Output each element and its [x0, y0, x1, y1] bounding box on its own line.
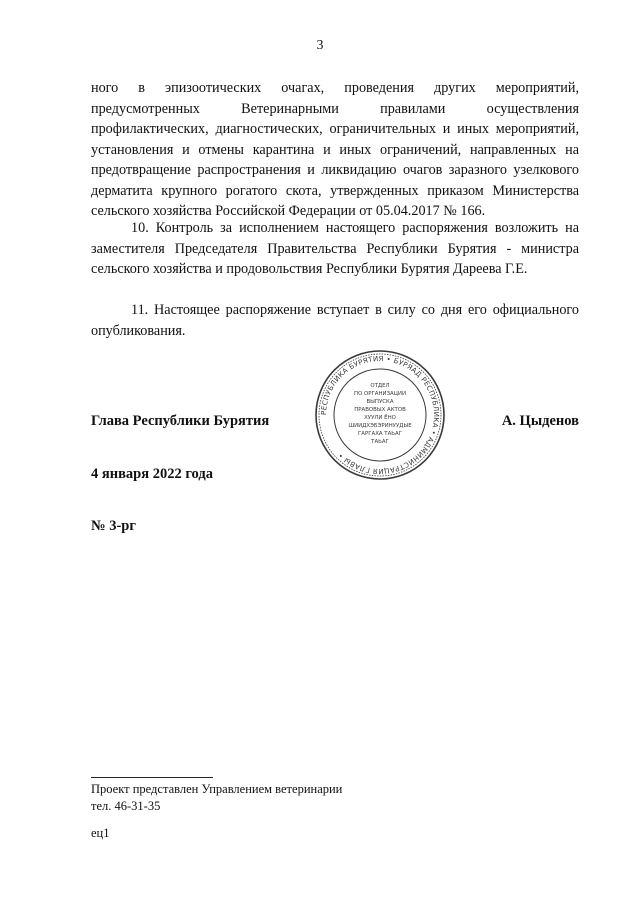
document-date: 4 января 2022 года [91, 466, 213, 482]
paragraph-continuation: ного в эпизоотических очагах, проведения других мероприятий, предусмотренных Ветеринарными правилами осуществления профилактических, диагностических, ограничительных и иных мероприятий, установления и отмены карантина и иных ограничений, направленных на предотвращение распространения и ликвидацию очагов заразного узелкового дерматита крупного рогатого скота, утвержденных приказом Министерства сельского хозяйства Российской Федерации от 05.04.2017 № 166. [91, 80, 579, 219]
signatory-name: А. Цыденов [501, 413, 579, 429]
seal-line: ОТДЕЛ [370, 383, 390, 389]
footnote-project-note: Проект представлен Управлением ветеринарии [91, 782, 343, 796]
seal-line: ШИИДХЭБЭРИНУУДЫЕ [348, 423, 412, 429]
paragraph-item-10: 10. Контроль за исполнением настоящего распоряжения возложить на заместителя Председателя Правительства Республики Бурятия - министра сельского хозяйства и продовольствия Республики Бурятия Дареева Г.Е. [91, 220, 579, 277]
seal-line: ХУУЛИ ЁНО [364, 415, 396, 421]
executor-initials: ец1 [91, 826, 110, 840]
seal-line: ПРАВОВЫХ АКТОВ [354, 407, 406, 413]
seal-line: ПО ОРГАНИЗАЦИИ [354, 391, 406, 397]
seal-line: ГАРГАХА ТАЬАГ [358, 431, 402, 437]
seal-line: ТАЬАГ [371, 439, 389, 445]
seal-ring-text: РЕСПУБЛИКА БУРЯТИЯ • БУРЯАД РЕСПУБЛИКА • АДМИНИСТРАЦИЯ ГЛАВЫ • [319, 354, 441, 476]
seal-line: ВЫПУСКА [366, 399, 394, 405]
official-seal-stamp [313, 348, 447, 482]
page-number: 3 [316, 38, 324, 53]
signatory-title: Глава Республики Бурятия [91, 413, 270, 429]
document-number: № 3-рг [91, 518, 136, 534]
paragraph-item-11: 11. Настоящее распоряжение вступает в силу со дня его официального опубликования. [91, 302, 579, 339]
footnote-phone: тел. 46-31-35 [91, 799, 161, 813]
footnote-divider [91, 777, 213, 778]
